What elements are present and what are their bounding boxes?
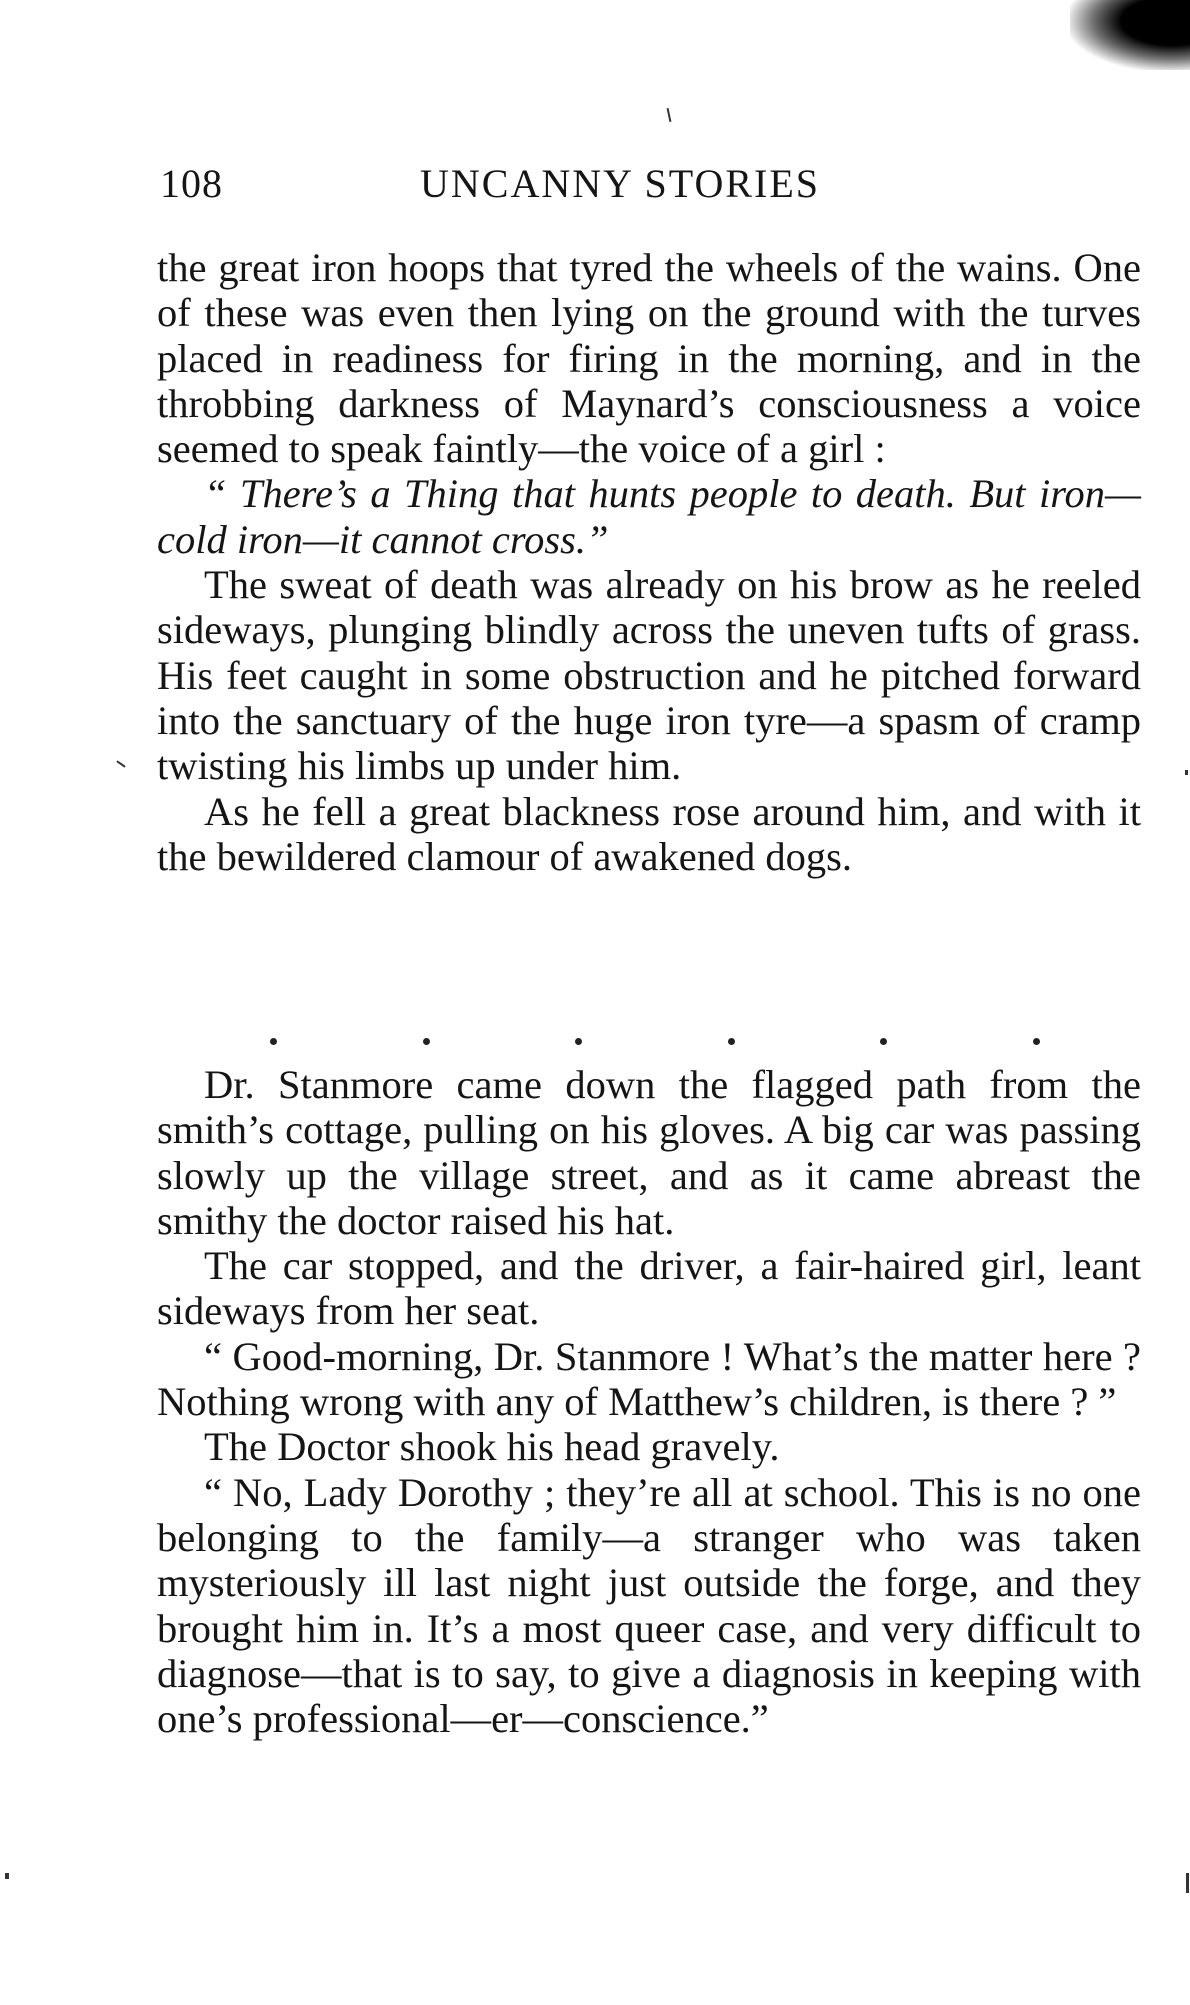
section-break-dots [270, 1038, 1040, 1058]
paragraph: The car stopped, and the driver, a fair-haired girl, leant sideways from her seat. [157, 1243, 1141, 1334]
margin-mark [116, 760, 125, 767]
paragraph: As he fell a great blackness rose around him, and with it the bewildered clamour of awakened dogs. [157, 788, 1141, 879]
margin-mark [1185, 770, 1188, 775]
margin-mark [5, 1873, 9, 1879]
paragraph: “ No, Lady Dorothy ; they’re all at school. This is no one belonging to the family—a stranger who was taken mysteriously ill last night just outside the forge, and they brought him in. It’s a most queer case, and very difficult to diagnose—that is to say, to give a diagnosis in keeping with one’s professional—er—conscience.” [157, 1469, 1141, 1742]
stray-mark [667, 108, 672, 122]
dot [728, 1038, 735, 1045]
dot [270, 1038, 277, 1045]
dot [423, 1038, 430, 1045]
paragraph: Dr. Stanmore came down the flagged path from the smith’s cottage, pulling on his gloves. A big car was passing slowly up the village street, and as it came abreast the smithy the doctor raised his hat. [157, 1062, 1141, 1243]
italic-quote-paragraph: “ There’s a Thing that hunts people to death. But iron—cold iron—it cannot cross.” [157, 471, 1141, 562]
paragraph: “ Good-morning, Dr. Stanmore ! What’s the matter here ? Nothing wrong with any of Matthew’s children, is there ? ” [157, 1333, 1141, 1425]
section-two [157, 1062, 1141, 1741]
paragraph: The Doctor shook his head gravely. [204, 1424, 780, 1470]
corner-smudge [1070, 0, 1190, 70]
page-header [160, 160, 1160, 210]
dot [1033, 1038, 1040, 1045]
running-title: UNCANNY STORIES [420, 161, 821, 206]
paragraph: The sweat of death was already on his brow as he reeled sideways, plunging blindly across the uneven tufts of grass. His feet caught in some obstruction and he pitched forward into the sanctuary of the huge iron tyre—a spasm of cramp twisting his limbs up under him. [157, 562, 1141, 789]
page-number: 108 [160, 161, 223, 206]
dot [575, 1038, 582, 1045]
dot [880, 1038, 887, 1045]
margin-mark [1186, 1873, 1189, 1893]
paragraph: the great iron hoops that tyred the wheels of the wains. One of these was even then lying on the ground with the turves placed in readiness for firing in the morning, and in the throbbing darkness of Maynard’s consciousness a voice seemed to speak faintly—the voice of a girl : [157, 245, 1141, 472]
section-one [157, 245, 1141, 879]
